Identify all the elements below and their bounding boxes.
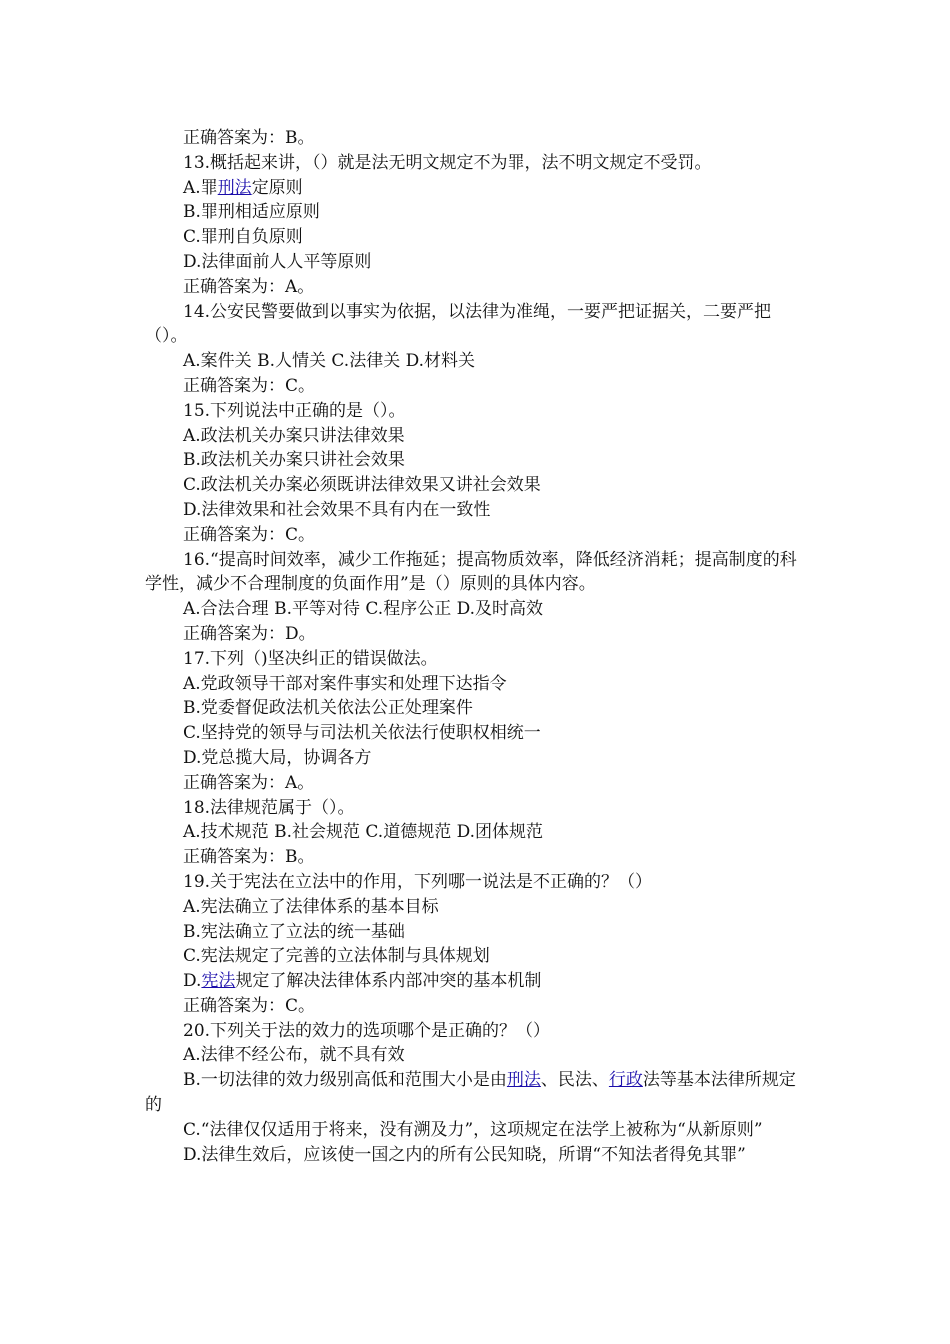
question-19: 19.关于宪法在立法中的作用，下列哪一说法是不正确的？（） — [183, 871, 653, 892]
option-line: D.党总揽大局，协调各方 — [183, 747, 372, 768]
option-line — [145, 1068, 810, 1118]
option-line: A.案件关 B.人情关 C.法律关 D.材料关 — [183, 351, 476, 372]
option-line: A.党政领导干部对案件事实和处理下达指令 — [183, 673, 507, 694]
option-text: 定原则 — [251, 177, 303, 198]
link-xianfa[interactable]: 宪法 — [201, 971, 236, 992]
question-18: 18.法律规范属于（）。 — [183, 797, 355, 818]
answer-line: 正确答案为：C。 — [183, 375, 316, 396]
option-text: D. — [183, 971, 202, 992]
option-line: A.宪法确立了法律体系的基本目标 — [183, 896, 439, 917]
answer-line: 正确答案为：D。 — [183, 623, 316, 644]
option-line: C.罪刑自负原则 — [183, 227, 303, 248]
answer-line: 正确答案为：B。 — [183, 128, 315, 148]
option-text: A.罪 — [183, 177, 218, 198]
option-line: A.法律不经公布，就不具有效 — [183, 1045, 405, 1066]
option-line — [145, 969, 810, 994]
answer-line: 正确答案为：A。 — [183, 772, 315, 793]
option-line: C.坚持党的领导与司法机关依法行使职权相统一 — [183, 723, 541, 744]
document-body — [145, 126, 810, 1167]
link-xingfa[interactable]: 刑法 — [506, 1070, 541, 1091]
option-text: B.一切法律的效力级别高低和范围大小是由 — [183, 1070, 507, 1091]
option-line: B.罪刑相适应原则 — [183, 202, 320, 223]
option-text: 法等基本法律所规定的 — [145, 1070, 796, 1116]
question-15: 15.下列说法中正确的是（）。 — [183, 400, 406, 421]
option-line — [145, 176, 810, 201]
option-line: B.政法机关办案只讲社会效果 — [183, 450, 405, 471]
option-line: C.政法机关办案必须既讲法律效果又讲社会效果 — [183, 475, 541, 496]
question-13: 13.概括起来讲，（）就是法无明文规定不为罪，法不明文规定不受罚。 — [183, 152, 712, 173]
question-20: 20.下列关于法的效力的选项哪个是正确的？（） — [183, 1020, 551, 1041]
question-17: 17.下列（)坚决纠正的错误做法。 — [183, 648, 438, 669]
option-text: 、民法、 — [540, 1070, 609, 1091]
option-text: 规定了解决法律体系内部冲突的基本机制 — [235, 971, 542, 992]
question-14: 14.公安民警要做到以事实为依据，以法律为准绳，一要严把证据关，二要严把（）。 — [145, 301, 772, 347]
option-line: A.合法合理 B.平等对待 C.程序公正 D.及时高效 — [183, 599, 544, 620]
answer-line: 正确答案为：C。 — [183, 524, 316, 545]
option-line: B.党委督促政法机关依法公正处理案件 — [183, 698, 473, 719]
link-xingfa[interactable]: 刑法 — [217, 177, 252, 198]
option-line: C.“法律仅仅适用于将来，没有溯及力”，这项规定在法学上被称为“从新原则” — [183, 1119, 763, 1140]
option-line: D.法律生效后，应该使一国之内的所有公民知晓，所谓“不知法者得免其罪” — [183, 1144, 746, 1165]
link-xingzheng[interactable]: 行政 — [608, 1070, 643, 1091]
answer-line: 正确答案为：B。 — [183, 847, 315, 868]
answer-line: 正确答案为：A。 — [183, 276, 315, 297]
option-line: A.技术规范 B.社会规范 C.道德规范 D.团体规范 — [183, 822, 544, 843]
option-line: A.政法机关办案只讲法律效果 — [183, 425, 405, 446]
option-line: B.宪法确立了立法的统一基础 — [183, 921, 405, 942]
question-16: 16.“提高时间效率，减少工作拖延；提高物质效率，降低经济消耗；提高制度的科学性，减少不合理制度的负面作用”是（）原则的具体内容。 — [145, 549, 797, 595]
option-line: D.法律效果和社会效果不具有内在一致性 — [183, 499, 491, 520]
option-line: D.法律面前人人平等原则 — [183, 251, 372, 272]
option-line: C.宪法规定了完善的立法体制与具体规划 — [183, 946, 490, 967]
answer-line: 正确答案为：C。 — [183, 995, 316, 1016]
